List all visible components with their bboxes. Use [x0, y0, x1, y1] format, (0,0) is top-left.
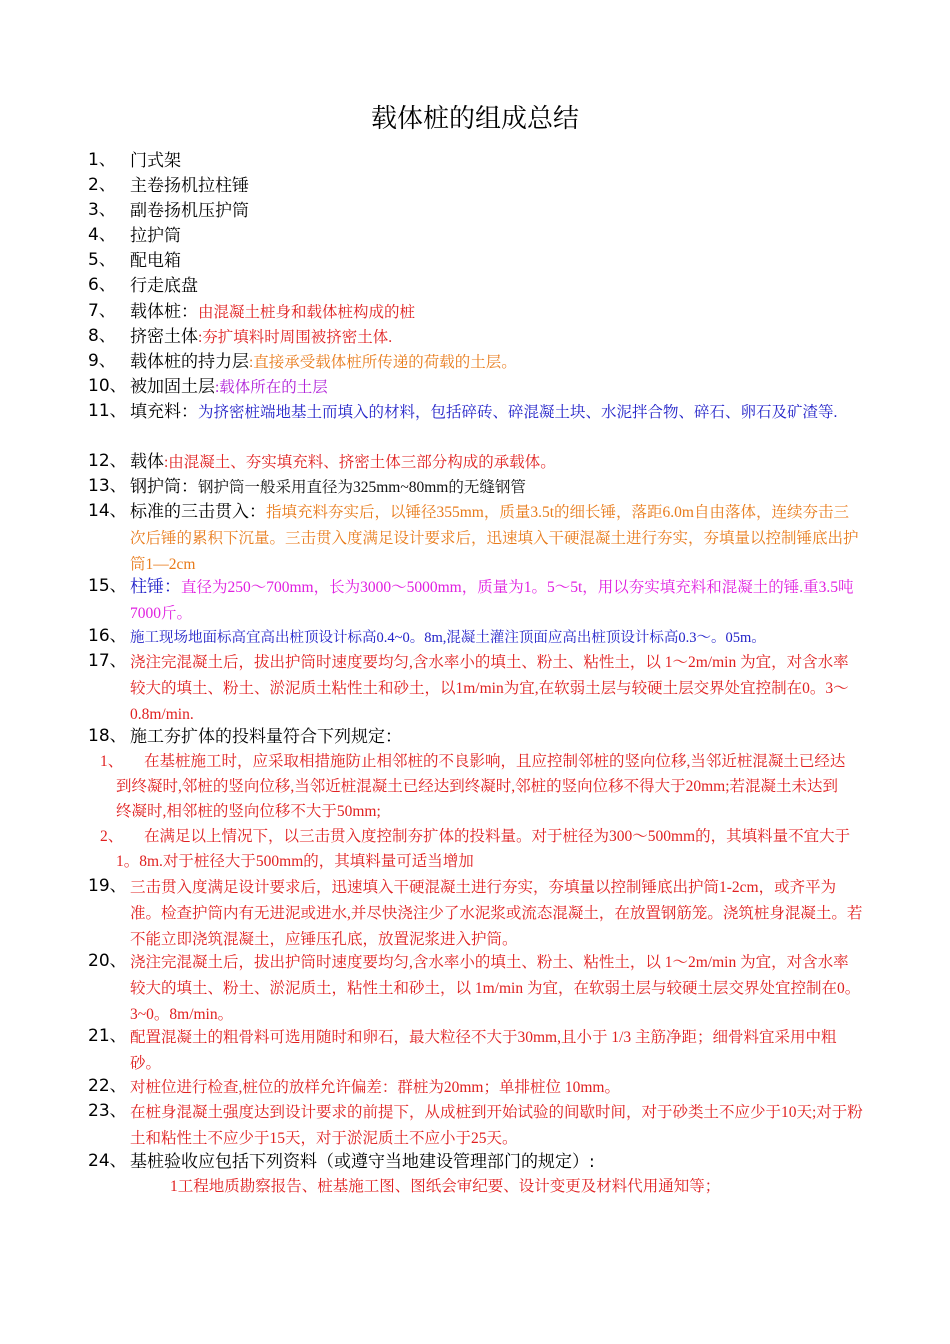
sub-list-item	[170, 1174, 850, 1199]
list-item	[88, 198, 863, 224]
item-label: 钢护筒：	[130, 477, 198, 497]
list-item	[88, 248, 863, 274]
list-item	[88, 223, 863, 249]
list-item	[88, 399, 863, 425]
item-text: 浇注完混凝土后，拔出护筒时速度要均匀,含水率小的填土、粉土、粘性土，以 1～2m/min 为宜，对含水率较大的填土、粉土、淤泥质土粘性土和砂土，以1m/min为宜,在软弱土层与较硬土层交界处宜控制在0。3～0.8m/min.	[130, 654, 849, 723]
list-item	[88, 1024, 863, 1076]
item-number: 2、	[88, 175, 116, 195]
item-number: 19、	[88, 876, 127, 896]
item-text: 施工现场地面标高宜高出桩顶设计标高0.4~0。8m,混凝土灌注顶面应高出桩顶设计标高0.3～。05m。	[130, 630, 766, 646]
list-item	[88, 449, 863, 475]
item-text: 由混凝土桩身和载体桩构成的桩	[198, 304, 416, 321]
list-item	[88, 148, 863, 174]
item-text: :夯扩填料时周围被挤密土体.	[198, 329, 393, 346]
item-label: 标准的三击贯入：	[130, 502, 266, 522]
item-label: 副卷扬机压护筒	[130, 201, 249, 221]
list-item	[88, 1149, 863, 1175]
item-number: 18、	[88, 726, 127, 746]
list-item	[88, 724, 863, 750]
item-number: 4、	[88, 225, 116, 245]
item-number: 24、	[88, 1151, 127, 1171]
list-item	[88, 1074, 863, 1100]
item-label: 柱锤：	[130, 577, 181, 597]
item-text: 三击贯入度满足设计要求后，迅速填入干硬混凝土进行夯实，夯填量以控制锤底出护筒1-2cm，或齐平为准。检查护筒内有无进泥或进水,并尽快浇注少了水泥浆或流态混凝土，在放置钢筋笼。浇筑桩身混凝土。若不能立即浇筑混凝土，应锤压孔底，放置泥浆进入护筒。	[130, 879, 863, 948]
item-label: 挤密土体	[130, 327, 198, 347]
list-item	[88, 324, 863, 350]
item-number: 3、	[88, 200, 116, 220]
item-number: 11、	[88, 401, 127, 421]
list-item	[88, 949, 863, 1027]
list-item	[88, 374, 863, 400]
item-text: 为挤密桩端地基土而填入的材料，包括碎砖、碎混凝土块、水泥拌合物、碎石、卵石及矿渣等.	[198, 404, 838, 421]
item-number: 8、	[88, 326, 116, 346]
list-item	[88, 1099, 863, 1151]
item-number: 7、	[88, 301, 116, 321]
item-label: 配电箱	[130, 251, 181, 271]
item-label: 被加固土层	[130, 377, 215, 397]
item-text: :载体所在的土层	[215, 379, 328, 396]
sub-item-number: 1、	[100, 753, 124, 770]
item-label: 基桩验收应包括下列资料（或遵守当地建设管理部门的规定）:	[130, 1152, 595, 1172]
sub-item-text: 在基桩施工时，应采取相措施防止相邻桩的不良影响，且应控制邻桩的竖向位移,当邻近桩混凝土已经达到终凝时,邻桩的竖向位移,当邻近桩混凝土已经达到终凝时,邻桩的竖向位移不得大于20mm;若混凝土未达到终凝时,相邻桩的竖向位移不大于50mm;	[116, 753, 846, 820]
item-text: 对桩位进行检查,桩位的放样允许偏差：群桩为20mm；单排桩位 10mm。	[130, 1079, 620, 1096]
list-item	[88, 499, 863, 577]
item-number: 15、	[88, 576, 127, 596]
item-text: 浇注完混凝土后，拔出护筒时速度要均匀,含水率小的填土、粉土、粘性土，以 1～2m/min 为宜，对含水率较大的填土、粉土、淤泥质土，粘性土和砂土，以 1m/min 为宜，在软弱土层与较硬土层交界处宜控制在0。3~0。8m/min。	[130, 954, 861, 1023]
item-number: 16、	[88, 626, 127, 646]
item-number: 6、	[88, 275, 116, 295]
item-number: 22、	[88, 1076, 127, 1096]
item-number: 20、	[88, 951, 127, 971]
item-label: 门式架	[130, 151, 181, 171]
list-item	[88, 874, 863, 952]
item-number: 10、	[88, 376, 127, 396]
list-item	[88, 173, 863, 199]
item-number: 12、	[88, 451, 127, 471]
item-number: 14、	[88, 501, 127, 521]
list-item	[88, 349, 863, 375]
item-text: 配置混凝土的粗骨料可选用随时和卵石，最大粒径不大于30mm,且小于 1/3 主筋净距；细骨料宜采用中粗砂。	[130, 1029, 837, 1072]
item-label: 拉护筒	[130, 226, 181, 246]
list-item	[88, 273, 863, 299]
sub-list-item	[100, 749, 852, 824]
page-title: 载体桩的组成总结	[370, 104, 579, 134]
item-label: 施工夯扩体的投料量符合下列规定：	[130, 727, 402, 747]
sub-item-text: 在满足以上情况下，以三击贯入度控制夯扩体的投料量。对于桩径为300～500mm的，其填料量不宜大于1。8m.对于桩径大于500mm的，其填料量可适当增加	[116, 828, 851, 870]
list-item	[88, 574, 863, 626]
item-text: 直径为250～700mm，长为3000～5000mm，质量为1。5～5t，用以夯实填充料和混凝土的锤.重3.5吨 7000斤。	[130, 579, 854, 622]
sub-item-number: 2、	[100, 828, 124, 845]
sub-item-text: 1工程地质勘察报告、桩基施工图、图纸会审纪要、设计变更及材料代用通知等；	[170, 1178, 721, 1195]
item-label: 主卷扬机拉柱锤	[130, 176, 249, 196]
item-number: 13、	[88, 476, 127, 496]
item-number: 17、	[88, 651, 127, 671]
item-number: 9、	[88, 351, 116, 371]
item-text: :直接承受载体桩所传递的荷载的土层。	[249, 354, 517, 371]
list-item	[88, 474, 863, 500]
item-text: :由混凝土、夯实填充料、挤密土体三部分构成的承载体。	[164, 454, 556, 471]
list-item	[88, 649, 863, 727]
item-label: 载体桩的持力层	[130, 352, 249, 372]
item-label: 填充料：	[130, 402, 198, 422]
item-text: 钢护筒一般采用直径为325mm~80mm的无缝钢管	[198, 479, 526, 496]
list-item	[88, 299, 863, 325]
item-text: 在桩身混凝土强度达到设计要求的前提下，从成桩到开始试验的间歇时间，对于砂类土不应少于10天;对于粉土和粘性土不应少于15天，对于淤泥质土不应小于25天。	[130, 1104, 863, 1147]
item-label: 载体桩：	[130, 302, 198, 322]
sub-list-item	[100, 824, 852, 874]
item-label: 载体	[130, 452, 164, 472]
item-number: 1、	[88, 150, 116, 170]
item-text: 指填充料夯实后，以锤径355mm，质量3.5t的细长锤，落距6.0m自由落体，连续夯击三次后锤的累积下沉量。三击贯入度满足设计要求后，迅速填入干硬混凝土进行夯实，夯填量以控制锤底出护筒1—2cm	[130, 504, 859, 573]
item-number: 5、	[88, 250, 116, 270]
list-item	[88, 624, 878, 651]
item-number: 23、	[88, 1101, 127, 1121]
item-label: 行走底盘	[130, 276, 198, 296]
item-number: 21、	[88, 1026, 127, 1046]
